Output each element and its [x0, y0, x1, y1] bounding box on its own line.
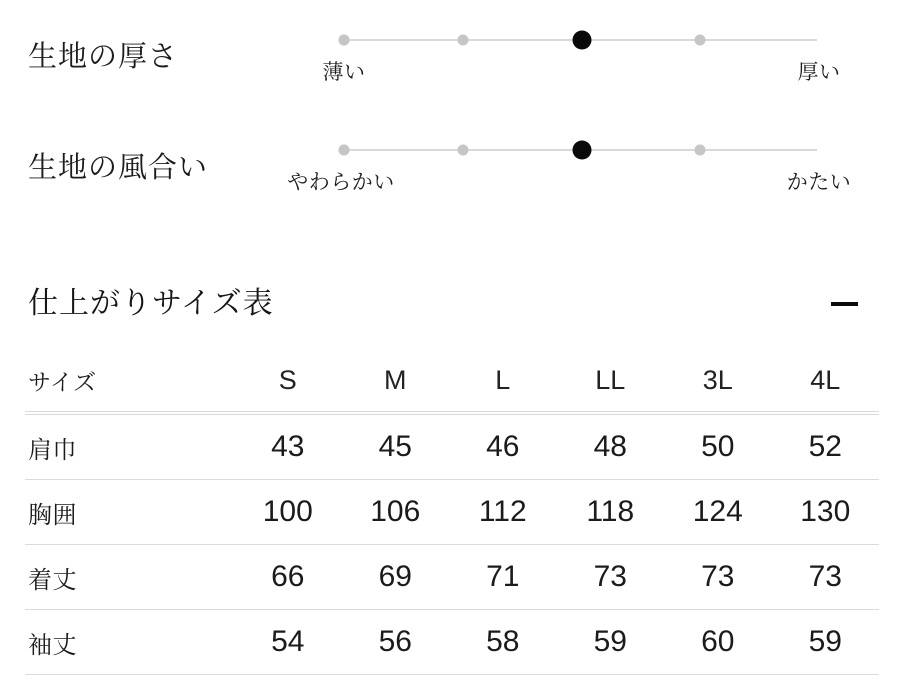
table-cell: 66 [271, 560, 305, 593]
scale-dot [457, 35, 468, 46]
table-cell: 56 [378, 625, 412, 658]
size-column-header: 4L [810, 364, 841, 395]
table-cell: 118 [586, 495, 635, 528]
size-table [25, 349, 879, 675]
table-row [25, 415, 879, 479]
fabric-thickness-scale [344, 29, 819, 51]
scale-max-label: 厚い [797, 61, 841, 84]
scale-dot [695, 35, 706, 46]
table-cell: 52 [808, 430, 842, 463]
table-cell: 58 [486, 625, 520, 658]
table-cell: 54 [271, 625, 305, 658]
table-cell: 60 [701, 625, 735, 658]
fabric-texture-title: 生地の風合い [28, 152, 209, 184]
size-column-header: S [278, 364, 297, 395]
table-cell: 69 [378, 560, 412, 593]
size-column-header: M [384, 364, 407, 395]
table-cell: 71 [486, 560, 520, 593]
row-label: 袖丈 [28, 631, 77, 659]
scale-max-label: かたい [786, 171, 852, 194]
table-cell: 73 [808, 560, 842, 593]
collapse-toggle-button[interactable] [820, 289, 868, 319]
table-cell: 46 [486, 430, 520, 463]
table-cell: 130 [800, 495, 851, 528]
table-cell: 112 [478, 495, 527, 528]
scale-dot [339, 35, 350, 46]
row-label: 着丈 [28, 566, 77, 594]
row-label: 胸囲 [28, 501, 77, 529]
scale-dot [339, 145, 350, 156]
table-cell: 48 [593, 430, 627, 463]
fabric-thickness-title: 生地の厚さ [28, 41, 179, 73]
table-row [25, 610, 879, 674]
minus-icon [831, 302, 858, 306]
scale-dot [695, 145, 706, 156]
table-cell: 124 [692, 495, 743, 528]
table-bottom-divider [25, 674, 879, 675]
size-column-header: 3L [702, 364, 733, 395]
finished-size-title: 仕上がりサイズ表 [28, 287, 274, 320]
table-row [25, 480, 879, 544]
scale-min-label: 薄い [322, 61, 366, 84]
table-cell: 73 [701, 560, 735, 593]
scale-dot [572, 31, 591, 50]
table-cell: 100 [262, 495, 313, 528]
table-cell: 45 [378, 430, 412, 463]
table-cell: 106 [370, 495, 421, 528]
size-table-corner-header: サイズ [28, 368, 97, 395]
table-cell: 50 [701, 430, 735, 463]
table-cell: 59 [593, 625, 627, 658]
table-cell: 73 [593, 560, 627, 593]
size-column-header: LL [595, 364, 626, 395]
size-table-header-row [25, 349, 879, 411]
fabric-texture-scale [344, 139, 819, 161]
table-cell: 43 [271, 430, 305, 463]
scale-dot [457, 145, 468, 156]
table-cell: 59 [808, 625, 842, 658]
row-label: 肩巾 [28, 436, 77, 464]
size-column-header: L [495, 364, 511, 395]
scale-dot [572, 141, 591, 160]
scale-min-label: やわらかい [287, 171, 395, 194]
table-row [25, 545, 879, 609]
